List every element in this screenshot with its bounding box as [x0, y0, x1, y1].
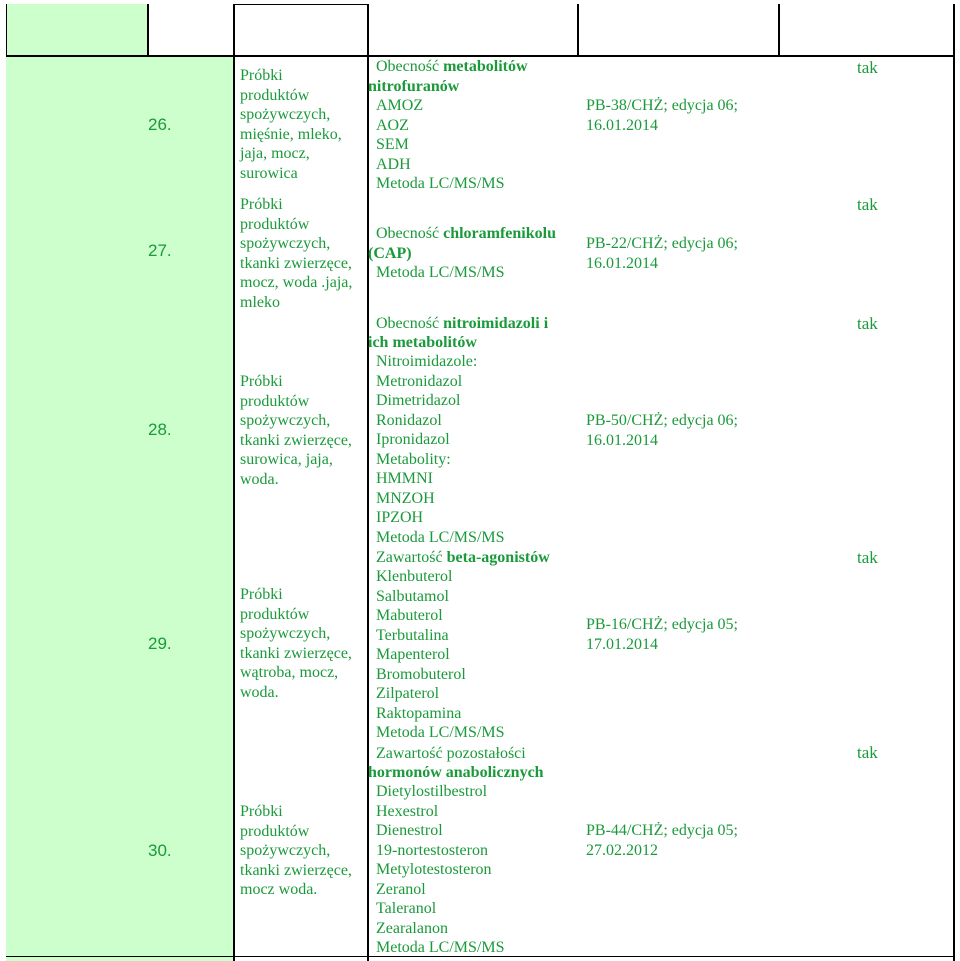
procedure-code: PB-38/CHŻ; edycja 06; [586, 97, 738, 114]
grid-line [953, 4, 955, 961]
desc-line: produktów [240, 822, 310, 840]
method-title-analyte: nitroimidazoli i [443, 315, 549, 332]
procedure-date: 16.01.2014 [586, 254, 658, 272]
analyte-item: Bromobuterol [376, 665, 466, 683]
desc-line: wątroba, mocz, [240, 664, 339, 681]
analyte-item: Metylotestosteron [376, 861, 492, 878]
method-items [376, 96, 504, 194]
method-title-analyte: beta-agonistów [446, 549, 550, 566]
analyte-item: AOZ [376, 116, 409, 134]
analyte-item: Taleranol [376, 900, 437, 917]
procedure-date: 27.02.2012 [586, 841, 658, 859]
method-title-prefix: Obecność [376, 58, 444, 75]
desc-line: Próbki [240, 373, 283, 390]
method-title-prefix: Obecność [376, 225, 444, 242]
sample-description [240, 66, 342, 183]
desc-line: Próbki [240, 586, 283, 603]
desc-line: woda. [240, 470, 279, 488]
desc-line: spożywczych, [240, 412, 331, 429]
accredited-flag: tak [857, 314, 878, 333]
analyte-item: Hexestrol [376, 802, 439, 820]
number-column-bg [6, 56, 233, 961]
row-number: 30. [148, 841, 172, 860]
method-items [376, 782, 504, 958]
sample-description [240, 195, 352, 312]
analyte-item: Nitroimidazole: [376, 353, 478, 370]
method-title [376, 314, 548, 334]
desc-line: mleko [240, 293, 280, 311]
method-items [376, 352, 504, 547]
analyte-item: Metronidazol [376, 372, 463, 390]
sample-description [240, 372, 352, 489]
grid-line [233, 4, 235, 961]
method-items [376, 567, 504, 743]
analyte-item: Zearalanon [376, 919, 448, 937]
analyte-item: Zilpaterol [376, 685, 440, 702]
procedure-date: 16.01.2014 [586, 116, 658, 134]
desc-line: mocz woda. [240, 881, 318, 898]
analyte-item: AMOZ [376, 97, 424, 114]
accredited-flag: tak [857, 195, 878, 214]
analyte-item: Dietylostilbestrol [376, 783, 488, 800]
procedure-ref [586, 234, 738, 273]
accredited-flag: tak [857, 548, 878, 567]
analyte-item: Salbutamol [376, 587, 449, 605]
analyte-item: Terbutalina [376, 626, 449, 644]
desc-line: spożywczych, [240, 625, 331, 642]
desc-line: produktów [240, 392, 310, 410]
analyte-item: Ipronidazol [376, 431, 450, 448]
analyte-item: Metabolity: [376, 450, 451, 468]
desc-line: Próbki [240, 803, 283, 820]
procedure-ref [586, 615, 738, 654]
procedure-ref [586, 96, 738, 135]
procedure-code: PB-44/CHŻ; edycja 05; [586, 822, 738, 839]
desc-line: tkanki zwierzęce, [240, 861, 352, 879]
accredited-flag: tak [857, 58, 878, 77]
method-items [376, 263, 504, 283]
method-title-cont: (CAP) [368, 245, 412, 262]
analyte-item: HMMNI [376, 470, 433, 487]
procedure-ref [586, 411, 738, 450]
row-number: 26. [148, 115, 172, 134]
method-name: Metoda LC/MS/MS [376, 724, 505, 741]
desc-line: spożywczych, [240, 106, 331, 123]
analyte-item: SEM [376, 136, 409, 153]
procedure-date: 17.01.2014 [586, 635, 658, 653]
procedure-code: PB-22/CHŻ; edycja 06; [586, 235, 738, 252]
analyte-item: Klenbuterol [376, 568, 453, 585]
header-cell-1 [6, 4, 148, 56]
method-title [376, 224, 556, 244]
grid-line [778, 4, 780, 56]
method-name: Metoda LC/MS/MS [376, 939, 505, 956]
grid-line [367, 4, 369, 961]
method-title [376, 548, 550, 568]
analyte-item: Dienestrol [376, 822, 443, 839]
desc-line: mocz, woda .jaja, [240, 274, 353, 291]
analyte-item: ADH [376, 155, 411, 173]
desc-line: jaja, mocz, [240, 145, 310, 162]
analyte-item: Dimetridazol [376, 392, 461, 409]
desc-line: produktów [240, 605, 310, 623]
method-title-analyte: metabolitów [443, 58, 528, 75]
procedure-ref [586, 821, 738, 860]
row-number: 28. [148, 420, 172, 439]
method-name: Metoda LC/MS/MS [376, 528, 505, 546]
analyte-item: Mapenterol [376, 646, 450, 663]
desc-line: Próbki [240, 67, 283, 84]
sample-description [240, 802, 352, 900]
analyte-item: 19-nortestosteron [376, 841, 488, 859]
procedure-date: 16.01.2014 [586, 431, 658, 449]
desc-line: surowica, jaja, [240, 451, 333, 468]
desc-line: woda. [240, 683, 279, 701]
desc-line: spożywczych, [240, 842, 331, 859]
analyte-item: Zeranol [376, 880, 426, 898]
analyte-item: MNZOH [376, 489, 435, 507]
method-title-cont: ich metabolitów [368, 334, 477, 351]
desc-line: tkanki zwierzęce, [240, 644, 352, 662]
method-name: Metoda LC/MS/MS [376, 264, 505, 281]
analyte-item: Ronidazol [376, 411, 442, 429]
desc-line: surowica [240, 164, 298, 182]
analyte-item: Mabuterol [376, 607, 443, 624]
method-title-analyte: chloramfenikolu [443, 225, 556, 242]
sample-description [240, 585, 352, 702]
method-title-prefix: Zawartość [376, 549, 447, 566]
desc-line: mięśnie, mleko, [240, 125, 342, 143]
grid-line [577, 4, 579, 56]
grid-line [147, 4, 149, 56]
method-name: Metoda LC/MS/MS [376, 175, 505, 192]
analyte-item: IPZOH [376, 509, 424, 526]
desc-line: produktów [240, 215, 310, 233]
row-number: 27. [148, 241, 172, 260]
procedure-code: PB-50/CHŻ; edycja 06; [586, 412, 738, 429]
method-title [376, 744, 526, 764]
desc-line: Próbki [240, 196, 283, 213]
method-title-prefix: Zawartość pozostałości [376, 745, 526, 762]
desc-line: produktów [240, 86, 310, 104]
grid-line [6, 4, 7, 56]
grid-line [233, 4, 369, 5]
method-title-cont: nitrofuranów [368, 78, 460, 95]
desc-line: tkanki zwierzęce, [240, 254, 352, 272]
method-title-cont: hormonów anabolicznych [368, 764, 544, 781]
method-title-prefix: Obecność [376, 315, 444, 332]
method-title [376, 57, 528, 77]
desc-line: tkanki zwierzęce, [240, 431, 352, 449]
desc-line: spożywczych, [240, 235, 331, 252]
accredited-flag: tak [857, 743, 878, 762]
row-number: 29. [148, 634, 172, 653]
procedure-code: PB-16/CHŻ; edycja 05; [586, 616, 738, 633]
analyte-item: Raktopamina [376, 704, 462, 722]
